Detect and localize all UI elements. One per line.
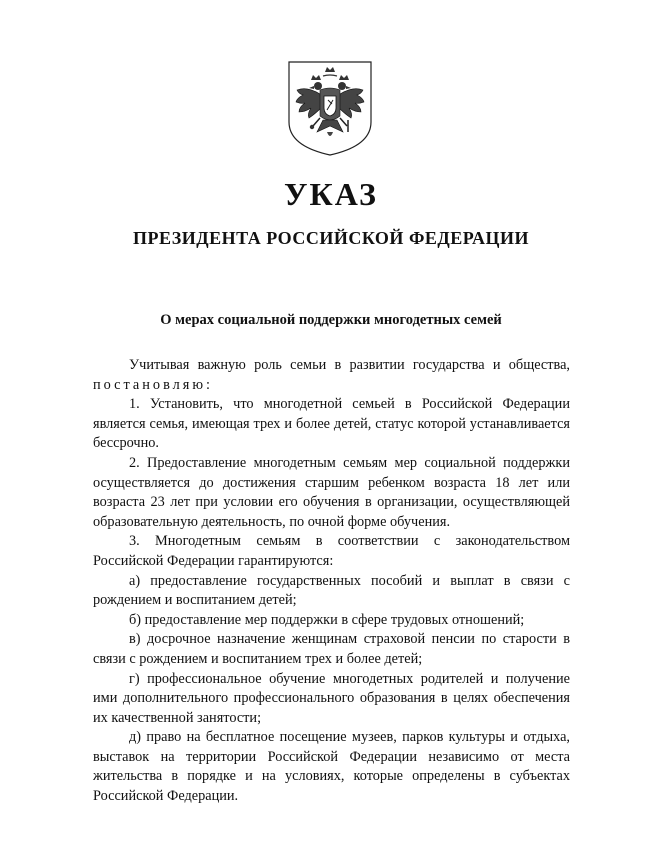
subparagraph-v: в) досрочное назначение женщинам страховой пенсии по старости в связи с рождением и воспитанием трех и более детей;: [93, 631, 570, 667]
paragraph-1: 1. Установить, что многодетной семьей в Российской Федерации является семья, имеющая трех и более детей, статус которой устанавливается бессрочно.: [93, 396, 570, 452]
subparagraph-a: а) предоставление государственных пособий и выплат в связи с рождением и воспитанием детей;: [93, 572, 570, 609]
preamble-paragraph: [93, 356, 570, 395]
document-title: О мерах социальной поддержки многодетных семей: [160, 312, 502, 328]
subparagraph-d: д) право на бесплатное посещение музеев, парков культуры и отдыха, выставок на территории Российской Федерации независимо от места жительства в порядке и на условиях, которые определены в субъектах Российской Федерации.: [93, 729, 570, 805]
subparagraph-g: г) профессиональное обучение многодетных родителей и получение ими дополнительного профессионального образования в целях обеспечения их качественной занятости;: [93, 670, 570, 726]
preamble-text: Учитывая важную роль семьи в развитии государства и общества,: [129, 357, 570, 373]
issuer-heading: ПРЕЗИДЕНТА РОССИЙСКОЙ ФЕДЕРАЦИИ: [133, 228, 529, 248]
document-body: [93, 356, 570, 807]
decree-word: постановляю:: [93, 376, 213, 393]
document-type-heading: УКАЗ: [284, 176, 378, 212]
subparagraph-b: б) предоставление мер поддержки в сфере трудовых отношений;: [129, 611, 525, 628]
russian-coat-of-arms-icon: [287, 60, 373, 157]
paragraph-2: 2. Предоставление многодетным семьям мер социальной поддержки осуществляется до достижения старшим ребенком возраста 18 лет или возраста 23 лет при условии его обучения в организации, осуществляющей образовательную деятельность, по очной форме обучения.: [93, 454, 570, 530]
paragraph-3: 3. Многодетным семьям в соответствии с законодательством Российской Федерации гарантируются:: [93, 533, 570, 569]
